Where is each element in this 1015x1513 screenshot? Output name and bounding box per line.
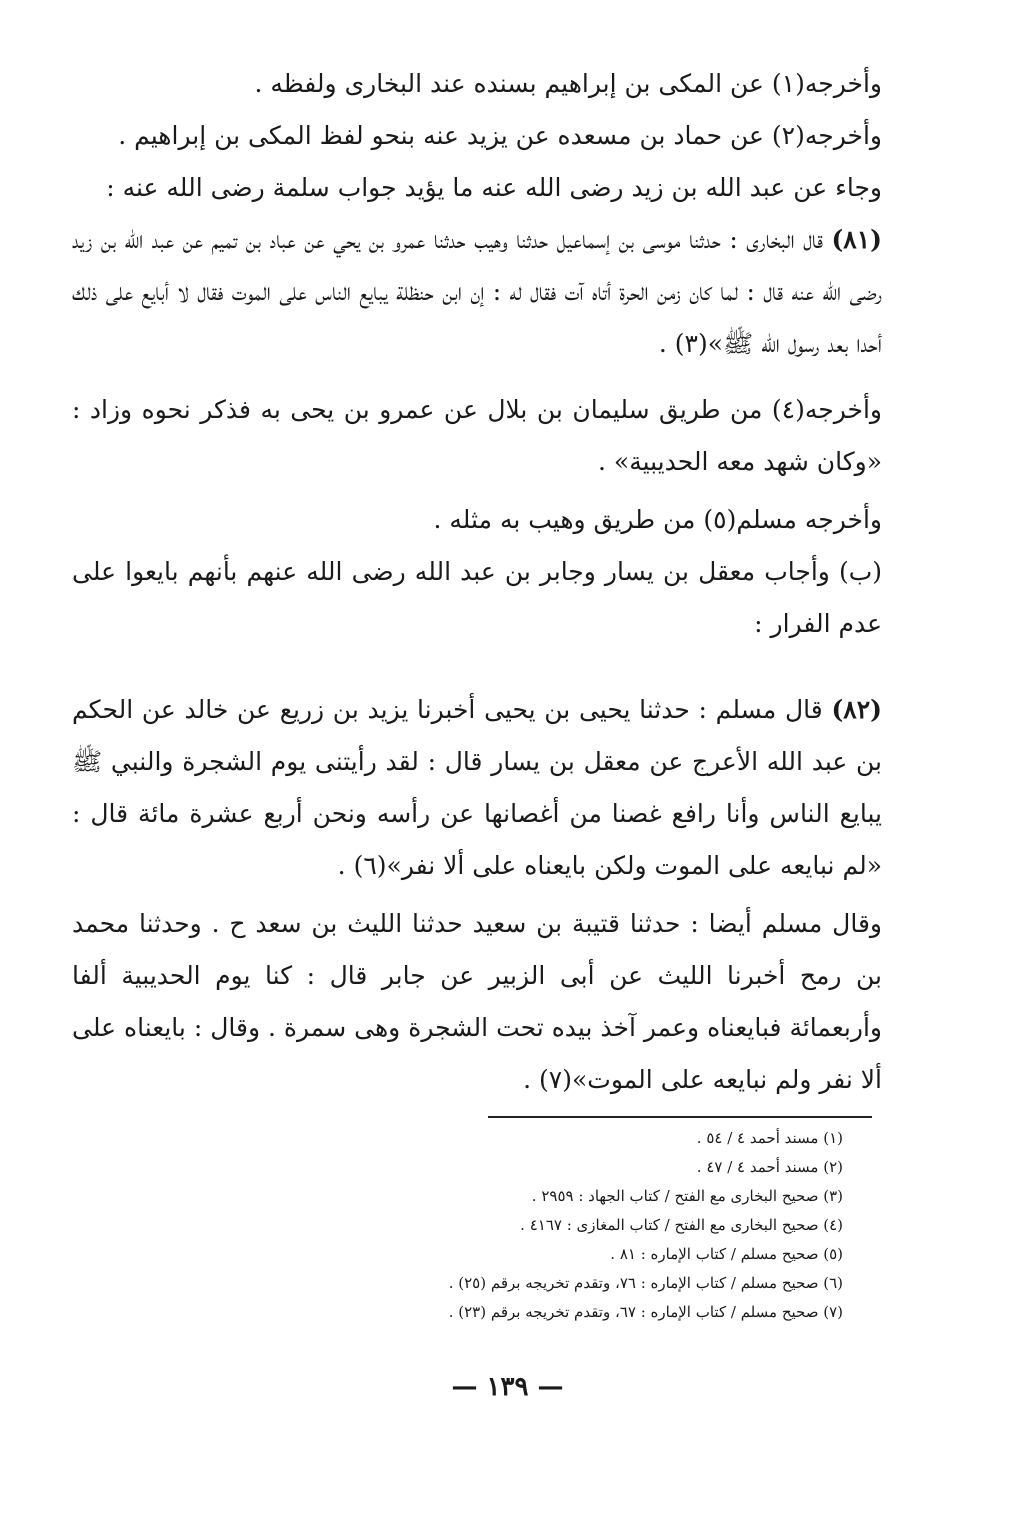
footnote-6: (٦) صحيح مسلم / كتاب الإماره : ٧٦، وتقدم تخريجه برقم (٢٥) . — [448, 1274, 843, 1292]
hadith-81 — [72, 214, 882, 370]
footnote-1: (١) مسند أحمد ٤ / ٥٤ . — [696, 1129, 843, 1147]
hadith-82-number: (٨٢) — [831, 695, 882, 724]
paragraph-5: وأخرجه(٤) من طريق سليمان بن بلال عن عمرو بن يحى به فذكر نحوه وزاد : «وكان شهد معه الحديبية» . — [72, 395, 882, 476]
hadith-81-text: قال البخارى : حدثنا موسى بن إسماعيل حدثنا وهيب حدثنا عمرو بن يحي عن عباد بن تميم عن عبد الله بن زيد رضى الله عنه قال : لما كان زمن الحرة أتاه آت فقال له : إن ابن حنظلة يبايع الناس على الموت فقال لا أبايع على ذلك أحدا بعد رسول الله ﷺ»(٣) . — [72, 225, 882, 358]
footnote-2: (٢) مسند أحمد ٤ / ٤٧ . — [696, 1158, 843, 1176]
hadith-82 — [72, 684, 882, 892]
paragraph-1: وأخرجه(١) عن المكى بن إبراهيم بسنده عند البخارى ولفظه . — [254, 69, 882, 98]
hadith-82-text: قال مسلم : حدثنا يحيى بن يحيى أخبرنا يزيد بن زريع عن خالد عن الحكم بن عبد الله الأعرج عن معقل بن يسار قال : لقد رأيتنى يوم الشجرة والنبي ﷺ يبايع الناس وأنا رافع غصنا من أغصانها عن رأسه ونحن أربع عشرة مائة قال : «لم نبايعه على الموت ولكن بايعناه على ألا نفر»(٦) . — [72, 695, 882, 880]
main-text — [72, 58, 882, 1106]
page-number: — ١٣٩ — — [451, 1372, 564, 1402]
footnote-4: (٤) صحيح البخارى مع الفتح / كتاب المغازى : ٤١٦٧ . — [520, 1216, 843, 1234]
footnote-5: (٥) صحيح مسلم / كتاب الإماره : ٨١ . — [610, 1245, 843, 1263]
section-b: (ب) وأجاب معقل بن يسار وجابر بن عبد الله رضى الله عنهم بأنهم بايعوا على عدم الفرار : — [72, 557, 882, 638]
hadith-81-number: (٨١) — [831, 225, 882, 254]
footnote-divider — [488, 1116, 872, 1118]
footnote-3: (٣) صحيح البخارى مع الفتح / كتاب الجهاد : ٢٩٥٩ . — [531, 1187, 843, 1205]
paragraph-6: وأخرجه مسلم(٥) من طريق وهيب به مثله . — [433, 505, 882, 534]
paragraph-2: وأخرجه(٢) عن حماد بن مسعده عن يزيد عنه بنحو لفظ المكى بن إبراهيم . — [118, 121, 882, 150]
footnotes-list — [243, 1124, 843, 1327]
paragraph-9: وقال مسلم أيضا : حدثنا قتيبة بن سعيد حدثنا الليث بن سعد ح . وحدثنا محمد بن رمح أخبرنا الليث عن أبى الزبير عن جابر قال : كنا يوم الحديبية ألفا وأربعمائة فبايعناه وعمر آخذ بيده تحت الشجرة وهى سمرة . وقال : بايعناه على ألا نفر ولم نبايعه على الموت»(٧) . — [72, 909, 882, 1094]
footnote-7: (٧) صحيح مسلم / كتاب الإماره : ٦٧، وتقدم تخريجه برقم (٢٣) . — [448, 1303, 843, 1321]
paragraph-3: وجاء عن عبد الله بن زيد رضى الله عنه ما يؤيد جواب سلمة رضى الله عنه : — [106, 173, 882, 202]
